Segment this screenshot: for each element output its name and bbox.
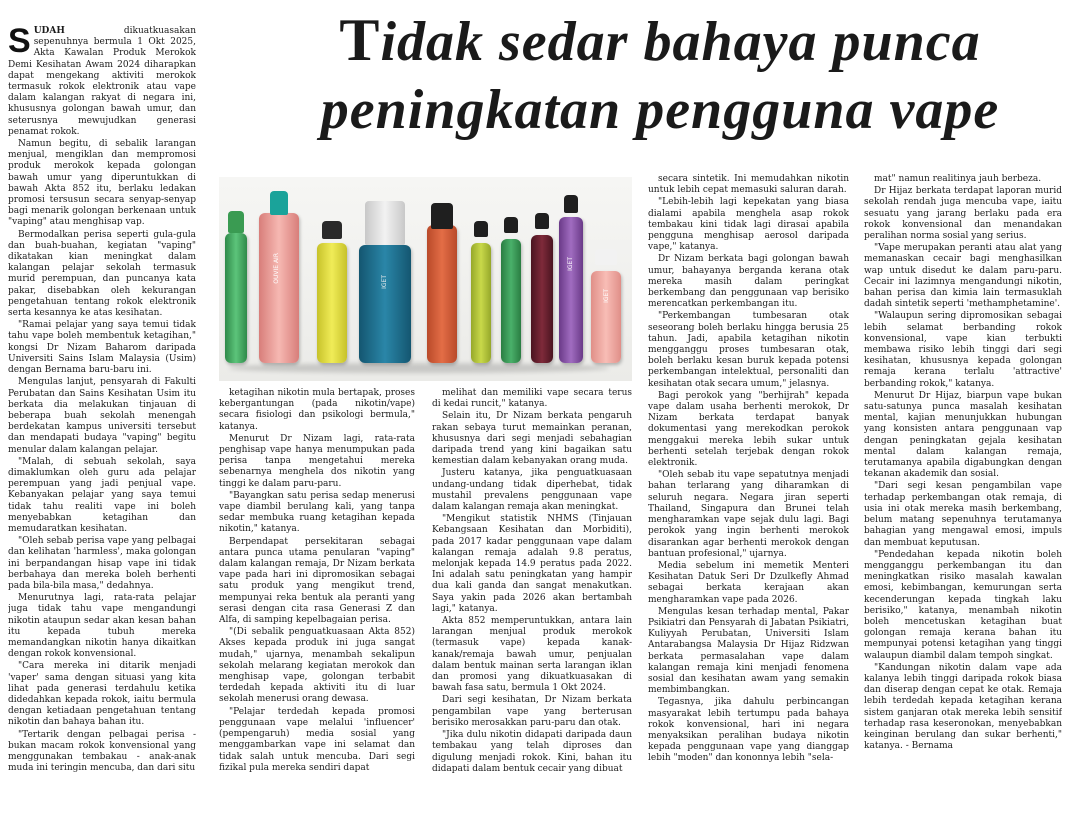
col5-paragraph: mat" namun realitinya jauh berbeza. [874, 174, 1042, 184]
vape-device-7 [501, 239, 521, 363]
col4-paragraph: Mengulas kesan terhadap mental, Pakar Psikiatri dan Pensyarah di Jabatan Psikiatri, Kuliyyah Perubatan, Universiti Islam Antarabangsa Malaysia Dr Hijaz Ridzwan berkata permasalahan vape dalam kalangan remaja kini menjadi fenomena sosial dan kesihatan awam yang semakin membimbangkan. [648, 606, 849, 696]
col1-paragraph: "Oleh sebab perisa vape yang pelbagai dan kelihatan 'harmless', maka golongan ini berpandangan hisap vape ini tidak berbahaya dan mereka boleh berhenti pada bila-bila masa," dedahnya. [8, 536, 196, 591]
col4-paragraph: Media sebelum ini memetik Menteri Kesihatan Datuk Seri Dr Dzulkefly Ahmad sebagai berkata kerajaan akan mengharamkan vape pada 2026. [648, 560, 849, 605]
col5-paragraph: Menurut Dr Hijaz, biarpun vape bukan satu-satunya punca masalah kesihatan mental, kajian menunjukkan hubungan yang konsisten antara penggunaan vap dengan peningkatan gejala kesihatan mental dalam kalangan remaja, terutamanya apabila digabungkan dengan tekanan akademik dan sosial. [864, 390, 1062, 480]
device-label-3: IGET [567, 257, 574, 271]
col2-paragraph: Berpendapat persekitaran sebagai antara punca utama penularan "vaping" dalam kalangan remaja, Dr Nizam berkata vape pada hari ini dipromosikan sebagai satu produk yang mengikut trend, mempunyai reka bentuk ala peranti yang serasi dengan cita rasa Generasi Z dan Alfa, di samping kepelbagaian perisa. [219, 536, 415, 626]
device-label-2: IGET [381, 275, 388, 289]
headline-line1: Tidak sedar bahaya punca [339, 7, 981, 73]
col4-paragraph: Bagi perokok yang "berhijrah" kepada vape dalam usaha berhenti merokok, Dr Nizam berkata terdapat banyak dokumentasi yang merekodkan perokok menggakui mereka lebih sukar untuk berhenti setelah terjebak dengan rokok elektronik. [648, 390, 849, 469]
col2-paragraph: "Pelajar terdedah kepada promosi penggunaan vape melalui 'influencer' (pempengaruh) media sosial yang menggambarkan vape ini selamat dan tidak salah untuk mencuba. Dari segi fizikal pula mereka sendiri dapat [219, 706, 415, 773]
col1-paragraph: Namun begitu, di sebalik larangan menjual, mengiklan dan mempromosi produk merokok kepada golongan bawah umur yang diperuntukkan di bawah Akta 852 itu, berlaku ledakan promosi tersusun secara senyap-senyap bagi menarik golongan berkenaan untuk "vaping" atau menghisap vap. [8, 139, 196, 228]
col1-paragraph: "Tertarik dengan pelbagai perisa - bukan macam rokok konvensional yang menggunakan tembakau - anak-anak muda ini teringin mencuba, dan dari situ [8, 729, 196, 774]
vape-device-6 [471, 243, 491, 363]
vape-device-10 [591, 271, 621, 363]
col1-paragraph: SUDAH dikuatkuasakan sepenuhnya bermula 1 Okt 2025, Akta Kawalan Produk Merokok Demi Kesihatan Awam 2024 diharapkan dapat mengekang aktiviti merokok termasuk rokok elektronik atau vape dalam kalangan rakyat di negara ini, khususnya golongan bawah umur, dan seterusnya mewujudkan generasi penamat rokok. [8, 26, 196, 137]
vape-device-8 [531, 235, 553, 363]
article-column-2 [219, 388, 415, 824]
headline [240, 6, 1080, 144]
col5-paragraph: "Dari segi kesan pengambilan vape terhadap perkembangan otak remaja, di usia ini otak mereka masih berkembang, belum matang sepenuhnya terutamanya bahagian yang mengawal emosi, impuls dan membuat keputusan. [864, 481, 1062, 548]
col2-paragraph: ketagihan nikotin mula bertapak, proses kebergantungan (pada nikotin/vape) secara fisiologi dan psikologi bermula," katanya. [219, 388, 415, 432]
article-column-4 [648, 174, 849, 824]
col3-paragraph: Justeru katanya, jika penguatkuasaan undang-undang tidak diperhebat, tidak mustahil prevalens penggunaan vape dalam kalangan remaja akan meningkat. [432, 468, 632, 513]
col4-paragraph: "Oleh sebab itu vape sepatutnya menjadi bahan terlarang yang diharamkan di seluruh negara. Negara jiran seperti Thailand, Singapura dan Brunei telah mengharamkan vape sejak dulu lagi. Bagi perokok yang ingin berhenti merokok disarankan agar berhenti merokok dengan bantuan profesional," ujarnya. [648, 470, 849, 559]
col1-paragraph: Menurutnya lagi, rata-rata pelajar juga tidak tahu vape mengandungi nikotin ataupun sedar akan kesan bahan itu kepada tubuh mereka memandangkan nikotin hanya dikaitkan dengan rokok konvensional. [8, 593, 196, 660]
col4-paragraph: Tegasnya, jika dahulu perbincangan masyarakat lebih tertumpu pada bahaya rokok konvensional, hari ini negara menyaksikan peralihan budaya nikotin kepada penggunaan vape yang dianggap lebih "moden" dan kononnya lebih "sela- [648, 697, 849, 764]
vape-device-3 [317, 243, 347, 363]
col3-paragraph: "Mengikut statistik NHMS (Tinjauan Kebangsaan Kesihatan dan Morbiditi), pada 2017 kadar penggunaan vape dalam kalangan remaja adalah 9.8 peratus, melonjak kepada 14.9 peratus pada 2022. Ini adalah satu peningkatan yang hampir dua kali ganda dan sangat menakutkan. Saya yakin pada 2026 akan bertambah lagi," katanya. [432, 514, 632, 614]
col1-paragraph: "Cara mereka ini ditarik menjadi 'vaper' sama dengan situasi yang kita lihat pada generasi terdahulu ketika didedahkan kepada rokok, iaitu bermula dengan ketiadaan pengetahuan tentang nikotin dan bahaya bahan itu. [8, 661, 196, 728]
article-column-3 [432, 388, 632, 824]
article-column-1 [8, 26, 196, 824]
vape-device-9 [559, 217, 583, 363]
col4-paragraph: secara sintetik. Ini memudahkan nikotin untuk lebih cepat memasuki saluran darah. [648, 174, 849, 196]
vape-devices-photo [219, 177, 632, 381]
article-column-5 [864, 174, 1062, 824]
col1-paragraph: "Ramai pelajar yang saya temui tidak tahu vape boleh membentuk ketagihan," kongsi Dr Nizam Baharom daripada Universiti Sains Islam Malaysia (Usim) dengan Bernama baru-baru ini. [8, 320, 196, 376]
col4-paragraph: "Perkembangan tumbesaran otak seseorang boleh berlaku hingga berusia 25 tahun. Jadi, apabila ketagihan nikotin mengganggu proses tumbesaran otak, boleh berlaku kesan buruk kepada potensi perkembangan intelektual, personaliti dan kesihatan otak secara umum," jelasnya. [648, 311, 849, 389]
device-label-1: OUVIE AIR [273, 253, 280, 284]
col3-paragraph: melihat dan memiliki vape secara terus di kedai runcit," katanya. [432, 388, 632, 410]
device-label-4: IGET [603, 289, 610, 303]
col4-paragraph: "Lebih-lebih lagi kepekatan yang biasa dialami apabila menghela asap rokok tembakau kini tidak lagi dirasai apabila pengguna menghisap aerosol daripada vape," katanya. [648, 197, 849, 253]
col4-paragraph: Dr Nizam berkata bagi golongan bawah umur, bahayanya berganda kerana otak mereka masih dalam peringkat berkembang dan penggunaan vap berisiko merencatkan perkembangan itu. [648, 254, 849, 310]
vape-device-2 [259, 213, 299, 363]
col5-paragraph: "Walaupun sering dipromosikan sebagai lebih selamat berbanding rokok konvensional, vape kian terbukti membawa risiko lebih tinggi dari segi kesihatan, khususnya kepada golongan remaja kerana terlalu 'attractive' berbanding rokok," katanya. [864, 311, 1062, 389]
col5-paragraph: "Pendedahan kepada nikotin boleh mengganggu perkembangan itu dan meningkatkan risiko masalah kawalan emosi, kebimbangan, kemurungan serta kecenderungan kepada tingkah laku berisiko," katanya, menambah nikotin boleh mencetuskan ketagihan buat golongan remaja kerana bahan itu mempunyai potensi ketagihan yang tinggi walaupun diambil dalam tempoh singkat. [864, 549, 1062, 661]
vape-device-4 [359, 245, 411, 363]
col5-paragraph: Dr Hijaz berkata terdapat laporan murid sekolah rendah juga mencuba vape, iaitu sesuatu yang jarang berlaku pada era rokok konvensional dan menandakan peralihan norma sosial yang serius. [864, 186, 1062, 242]
col1-paragraph: Bermodalkan perisa seperti gula-gula dan buah-buahan, kegiatan "vaping" dikatakan kian meningkat dalam kalangan pelajar sekolah termasuk murid perempuan, dan puncanya kata pakar, disebabkan oleh kekurangan pengetahuan tentang rokok elektronik serta kesannya ke atas kesihatan. [8, 229, 196, 319]
drop-cap: S [8, 26, 31, 60]
col1-paragraph: Mengulas lanjut, pensyarah di Fakulti Perubatan dan Sains Kesihatan Usim itu berkata dia melakukan tinjauan di beberapa buah sekolah menengah berdekatan kampus universiti tersebut dan mendapati budaya "vaping" begitu menular dalam kalangan pelajar. [8, 377, 196, 455]
col3-paragraph: Dari segi kesihatan, Dr Nizam berkata pengambilan vape yang berterusan berisiko merosakkan paru-paru dan otak. [432, 695, 632, 728]
headline-line2: peningkatan pengguna vape [320, 79, 1000, 141]
vape-device-5 [427, 225, 457, 363]
lead-word: UDAH [33, 26, 65, 36]
col3-paragraph: "Jika dulu nikotin didapati daripada daun tembakau yang telah diproses dan digulung menjadi rokok. Kini, bahan itu didapati dalam bentuk cecair yang dibuat [432, 730, 632, 774]
col5-paragraph: "Vape merupakan peranti atau alat yang memanaskan cecair bagi menghasilkan wap untuk disedut ke dalam paru-paru. Cecair ini lazimnya mengandungi nikotin, bahan perisa dan kimia lain termasuklah dadah sintetik seperti 'methamphetamine'. [864, 243, 1062, 310]
col3-paragraph: Akta 852 memperuntukkan, antara lain larangan menjual produk merokok (termasuk vape) kepada kanak-kanak/remaja bawah umur, penjualan dalam bentuk mainan serta larangan iklan dan promosi yang dikuatkuasakan di bawah fasa satu, bermula 1 Okt 2024. [432, 616, 632, 694]
vape-device-1 [225, 233, 247, 363]
col1-paragraph: "Malah, di sebuah sekolah, saya dimaklumkan oleh guru ada pelajar perempuan yang jadi penjual vape. Kebanyakan pelajar yang saya temui tidak tahu realiti vape ini boleh menyebabkan ketagihan dan memudaratkan kesihatan. [8, 456, 196, 534]
col3-paragraph: Selain itu, Dr Nizam berkata pengaruh rakan sebaya turut memainkan peranan, khususnya dari segi menjadi sebahagian daripada trend yang kini bagaikan satu kemestian dalam kebanyakan orang muda. [432, 411, 632, 467]
col2-paragraph: "Bayangkan satu perisa sedap menerusi vape diambil berulang kali, yang tanpa sedar membuka ruang ketagihan kepada nikotin," katanya. [219, 490, 415, 535]
col2-paragraph: Menurut Dr Nizam lagi, rata-rata penghisap vape hanya menumpukan pada perisa tanpa mengetahui mereka sebenarnya menghela dos nikotin yang tinggi ke dalam paru-paru. [219, 433, 415, 489]
col5-paragraph: "Kandungan nikotin dalam vape ada kalanya lebih tinggi daripada rokok biasa dan diserap dengan cepat ke otak. Remaja lebih terdedah kepada ketagihan kerana sistem ganjaran otak mereka lebih sensitif terhadap rasa keseronokan, menyebabkan keinginan berulang dan sukar berhenti," katanya. - Bernama [864, 662, 1062, 752]
col2-paragraph: "(Di sebalik penguatkuasaan Akta 852) Akses kepada produk ini juga sangat mudah," ujarnya, menambah sekalipun sekolah melarang kegiatan merokok dan menghisap vape, golongan terbabit terdedah kepada aktiviti itu di luar sekolah menerusi orang dewasa. [219, 627, 415, 705]
